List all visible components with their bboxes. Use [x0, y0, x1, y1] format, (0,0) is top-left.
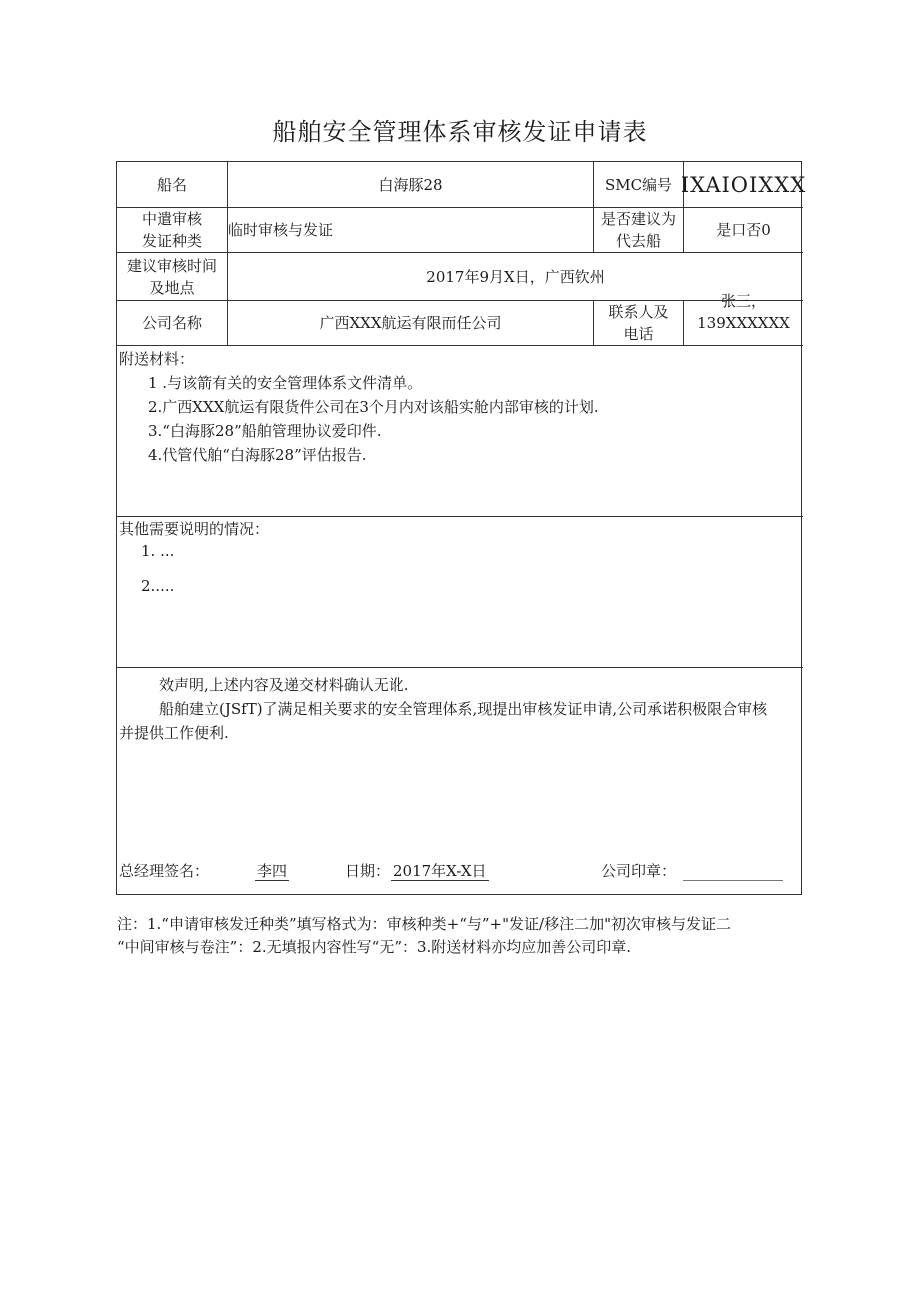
date-label: 日期：	[345, 862, 391, 880]
audit-time-label	[117, 253, 227, 300]
contact-value: 张三，139XXXXXX	[697, 292, 790, 332]
audit-type-label-line1: 中遣审核	[141, 210, 202, 228]
application-form	[116, 161, 807, 895]
audit-type-label-line2: 发证种类	[141, 232, 202, 250]
audit-time-label-line2: 及地点	[149, 278, 195, 297]
audit-time-label-line1: 建议审核时间	[126, 256, 217, 275]
row-divider	[117, 667, 803, 668]
attachments-heading: 附送材料：	[119, 350, 195, 368]
declaration-line: 并提供工作便利.	[119, 724, 229, 742]
manager-signature-label: 总经理签名：	[119, 862, 210, 880]
date-value-text: 2017年X-X日	[393, 862, 487, 880]
row-divider	[117, 345, 803, 346]
agent-ship-label-line1: 是否建议为	[600, 210, 676, 228]
agent-ship-label	[594, 208, 683, 252]
audit-time-value: 2017年9月X日，广西钦州	[426, 267, 605, 286]
contact-label-line1: 联系人及	[608, 303, 669, 321]
other-notes-item: 1. ...	[141, 542, 175, 560]
footnote-line: 注：1.“申请审核发迁种类”填写格式为：审核种类+“与”+"发证/移注二加"初次审核与发证二	[117, 915, 731, 933]
agent-ship-label-line2: 代去船	[615, 232, 661, 250]
audit-type-label	[117, 208, 227, 252]
declaration-line: 船舶建立(JSfT)了满足相关要求的安全管理体系,现提出审核发证申请,公司承诺积极限合审核	[159, 700, 768, 718]
contact-label	[594, 301, 683, 345]
footnote-line: “中间审核与卷注”：2.无填报内容性写“无”：3.附送材料亦均应加善公司印章.	[117, 938, 632, 956]
smc-number-value: IXAIOIXXX	[680, 172, 807, 197]
agent-ship-value: 是口否0	[716, 221, 771, 239]
other-notes-heading: 其他需要说明的情况：	[119, 520, 270, 538]
manager-signature-value	[255, 860, 289, 882]
company-seal-label: 公司印章：	[601, 862, 677, 880]
company-name-value: 广西XXX航运有限而任公司	[319, 314, 502, 332]
company-name-label: 公司名称	[141, 314, 202, 332]
audit-type-value: 临时审核与发证	[228, 221, 334, 239]
declaration-line: 效声明,上述内容及递交材料确认无讹.	[159, 676, 409, 694]
row-divider	[117, 516, 803, 517]
attachment-item: 1 .与该箭有关的安全管理体系文件清单。	[148, 374, 423, 392]
contact-label-line2: 电话	[623, 325, 654, 343]
attachment-item: 4.代管代舶“白海豚28”评估报告.	[148, 446, 367, 464]
company-seal-line	[683, 880, 783, 881]
ship-name-label: 船名	[156, 175, 187, 194]
smc-number-label: SMC编号	[604, 175, 673, 194]
manager-signature-name: 李四	[257, 862, 288, 880]
other-notes-item: 2.....	[141, 577, 175, 595]
attachment-item: 3.“白海豚28”船舶管理协议爱印件.	[148, 422, 382, 440]
attachment-item: 2.广西XXX航运有限货件公司在3个月内对该船实舱内部审核的计划.	[148, 398, 599, 416]
form-title: 船舶安全管理体系审核发证申请表	[272, 118, 648, 146]
date-value	[391, 860, 489, 882]
ship-name-value: 白海豚28	[378, 175, 443, 194]
